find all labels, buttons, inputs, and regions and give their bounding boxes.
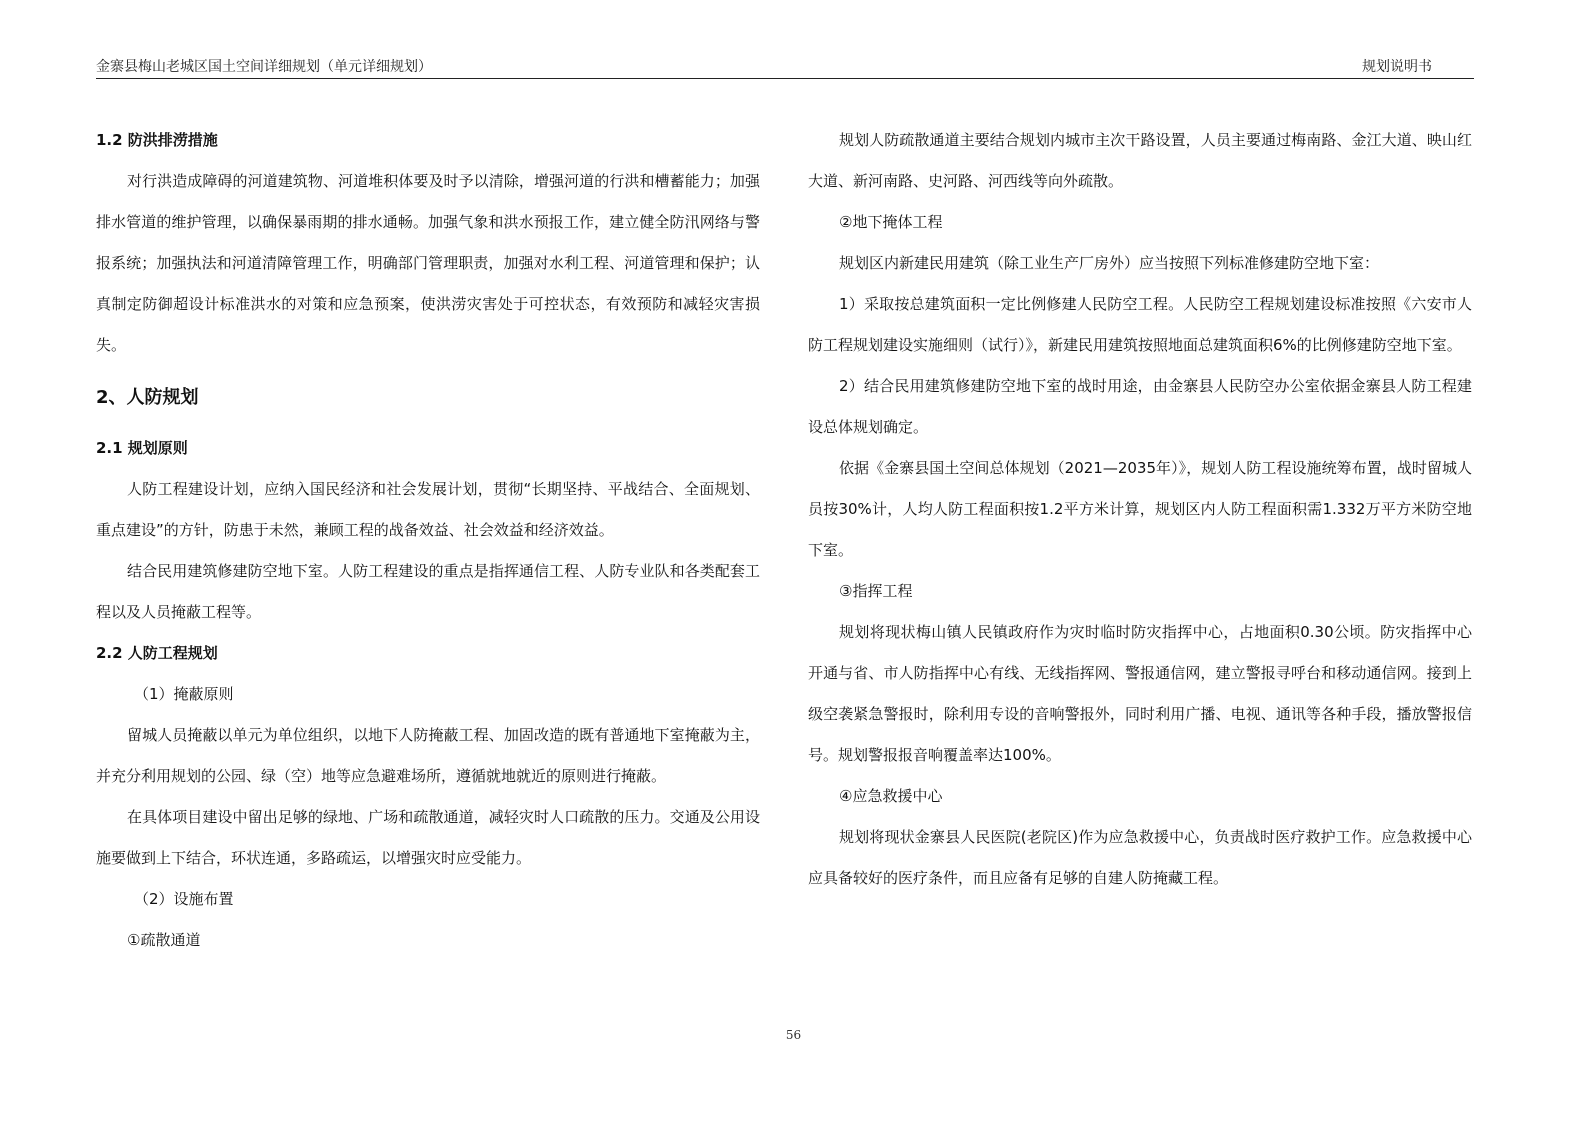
- paragraph: 1）采取按总建筑面积一定比例修建人民防空工程。人民防空工程规划建设标准按照《六安市人防工程规划建设实施细则（试行）》，新建民用建筑按照地面总建筑面积6%的比例修建防空地下室。: [808, 295, 1472, 354]
- section-heading-2-2: 2.2 人防工程规划: [96, 644, 218, 662]
- paragraph: 2）结合民用建筑修建防空地下室的战时用途，由金寨县人民防空办公室依据金寨县人防工程建设总体规划确定。: [808, 377, 1472, 436]
- paragraph: 留城人员掩蔽以单元为单位组织，以地下人防掩蔽工程、加固改造的既有普通地下室掩蔽为主，并充分利用规划的公园、绿（空）地等应急避难场所，遵循就地就近的原则进行掩蔽。: [96, 726, 760, 785]
- right-column: [808, 120, 1472, 899]
- paragraph: 对行洪造成障碍的河道建筑物、河道堆积体要及时予以清除，增强河道的行洪和槽蓄能力；加强排水管道的维护管理，以确保暴雨期的排水通畅。加强气象和洪水预报工作，建立健全防汛网络与警报系统；加强执法和河道清障管理工作，明确部门管理职责，加强对水利工程、河道管理和保护；认真制定防御超设计标准洪水的对策和应急预案，使洪涝灾害处于可控状态，有效预防和减轻灾害损失。: [96, 172, 760, 354]
- paragraph: 规划区内新建民用建筑（除工业生产厂房外）应当按照下列标准修建防空地下室：: [839, 254, 1380, 272]
- paragraph: 人防工程建设计划，应纳入国民经济和社会发展计划，贯彻“长期坚持、平战结合、全面规划、重点建设”的方针，防患于未然，兼顾工程的战备效益、社会效益和经济效益。: [96, 480, 760, 539]
- paragraph: 结合民用建筑修建防空地下室。人防工程建设的重点是指挥通信工程、人防专业队和各类配套工程以及人员掩蔽工程等。: [96, 562, 760, 621]
- left-column: [96, 120, 760, 961]
- section-heading-2: 2、人防规划: [96, 387, 199, 408]
- paragraph: 在具体项目建设中留出足够的绿地、广场和疏散通道，减轻灾时人口疏散的压力。交通及公用设施要做到上下结合，环状连通，多路疏运，以增强灾时应受能力。: [96, 808, 760, 867]
- document-title: 金寨县梅山老城区国土空间详细规划（单元详细规划）: [96, 59, 432, 75]
- page-header: [96, 56, 1474, 79]
- list-item-heading: ③指挥工程: [839, 582, 913, 600]
- list-item-heading: （1）掩蔽原则: [134, 685, 234, 703]
- paragraph: 规划将现状梅山镇人民镇政府作为灾时临时防灾指挥中心，占地面积0.30公顷。防灾指挥中心开通与省、市人防指挥中心有线、无线指挥网、警报通信网，建立警报寻呼台和移动通信网。接到上级空袭紧急警报时，除利用专设的音响警报外，同时利用广播、电视、通讯等各种手段，播放警报信号。规划警报报音响覆盖率达100%。: [808, 623, 1472, 764]
- page-number: 56: [785, 1028, 802, 1042]
- list-item-heading: ①疏散通道: [127, 931, 201, 949]
- document-type: 规划说明书: [1362, 59, 1432, 75]
- list-item-heading: ②地下掩体工程: [839, 213, 943, 231]
- paragraph: 规划将现状金寨县人民医院(老院区)作为应急救援中心，负责战时医疗救护工作。应急救援中心应具备较好的医疗条件，而且应备有足够的自建人防掩藏工程。: [808, 828, 1472, 887]
- list-item-heading: ④应急救援中心: [839, 787, 943, 805]
- paragraph: 依据《金寨县国土空间总体规划（2021—2035年）》，规划人防工程设施统筹布置，战时留城人员按30%计，人均人防工程面积按1.2平方米计算，规划区内人防工程面积需1.332万平方米防空地下室。: [808, 459, 1472, 559]
- section-heading-2-1: 2.1 规划原则: [96, 439, 188, 457]
- section-heading-1-2: 1.2 防洪排涝措施: [96, 131, 218, 149]
- list-item-heading: （2）设施布置: [134, 890, 234, 908]
- paragraph: 规划人防疏散通道主要结合规划内城市主次干路设置，人员主要通过梅南路、金江大道、映山红大道、新河南路、史河路、河西线等向外疏散。: [808, 131, 1472, 190]
